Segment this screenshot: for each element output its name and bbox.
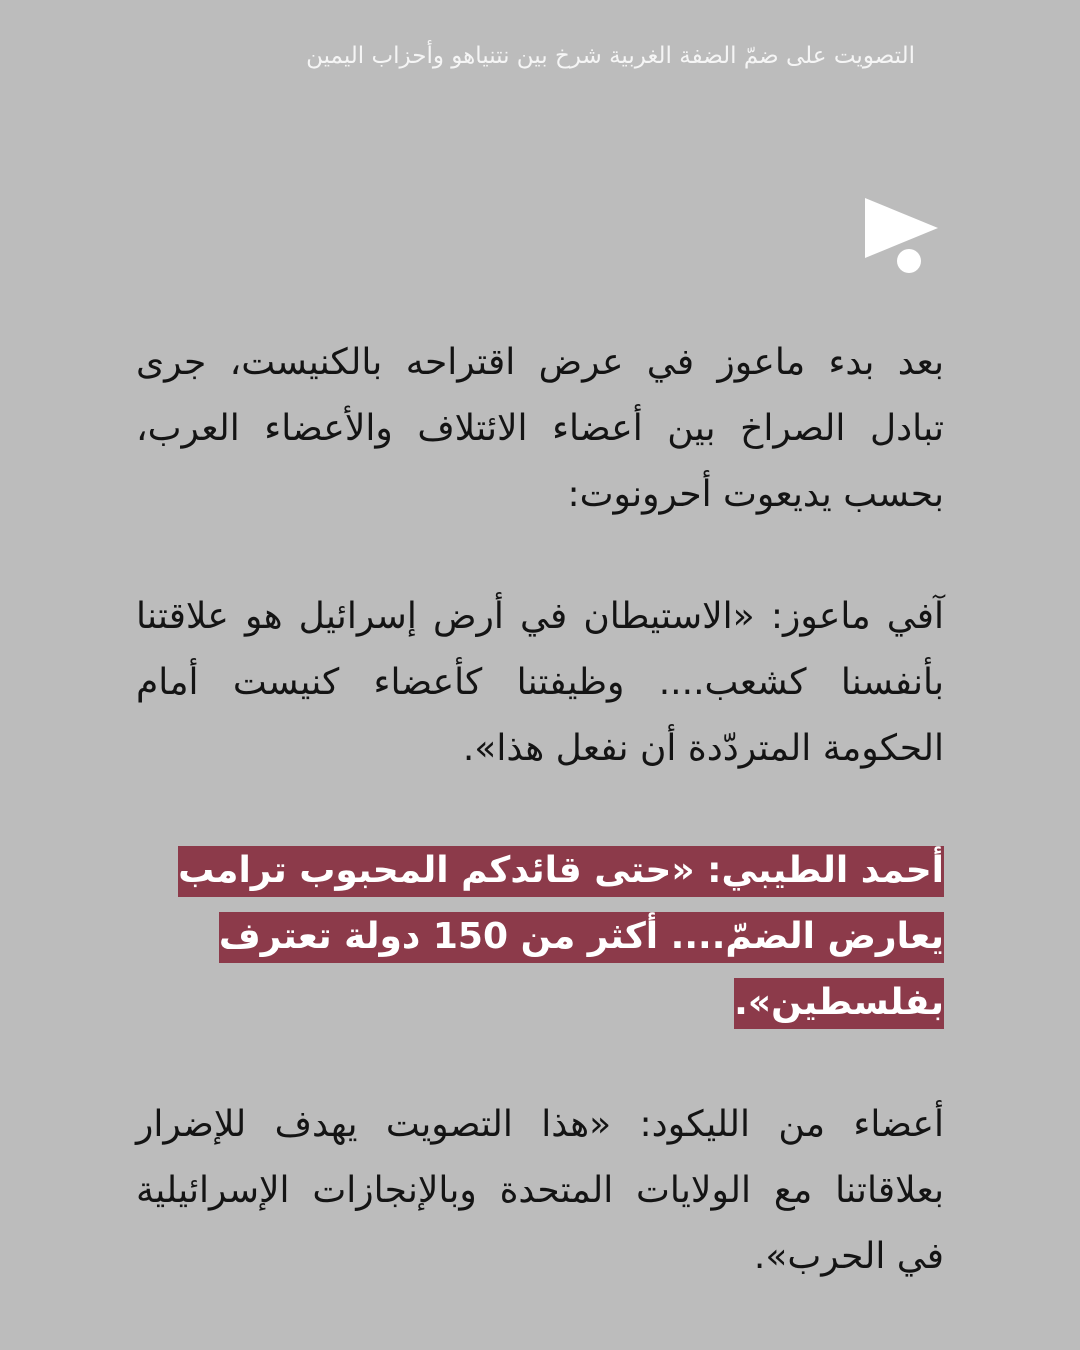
paragraph-maoz-quote: آفي ماعوز: «الاستيطان في أرض إسرائيل هو علاقتنا بأنفسنا كشعب.... وظيفتنا كأعضاء كنيست أمام الحكومة المتردّدة أن نفعل هذا». (136, 596, 944, 769)
page-header: التصويت على ضمّ الضفة الغربية شرخ بين نتنياهو وأحزاب اليمين (306, 43, 915, 69)
play-triangle-dot-icon (862, 196, 942, 276)
paragraph-likud-quote: أعضاء من الليكود: «هذا التصويت يهدف للإضرار بعلاقاتنا مع الولايات المتحدة وبالإنجازات الإسرائيلية في الحرب». (136, 1104, 944, 1277)
brand-logo-icon (862, 196, 942, 276)
highlighted-quote-text: أحمد الطيبي: «حتى قائدكم المحبوب ترامب يعارض الضمّ.... أكثر من 150 دولة تعترف بفلسطين». (178, 846, 944, 1029)
highlighted-quote (136, 838, 944, 1036)
article-body (136, 330, 944, 1346)
paragraph-intro: بعد بدء ماعوز في عرض اقتراحه بالكنيست، جرى تبادل الصراخ بين أعضاء الائتلاف والأعضاء العرب، بحسب يديعوت أحرونوت: (136, 342, 944, 515)
